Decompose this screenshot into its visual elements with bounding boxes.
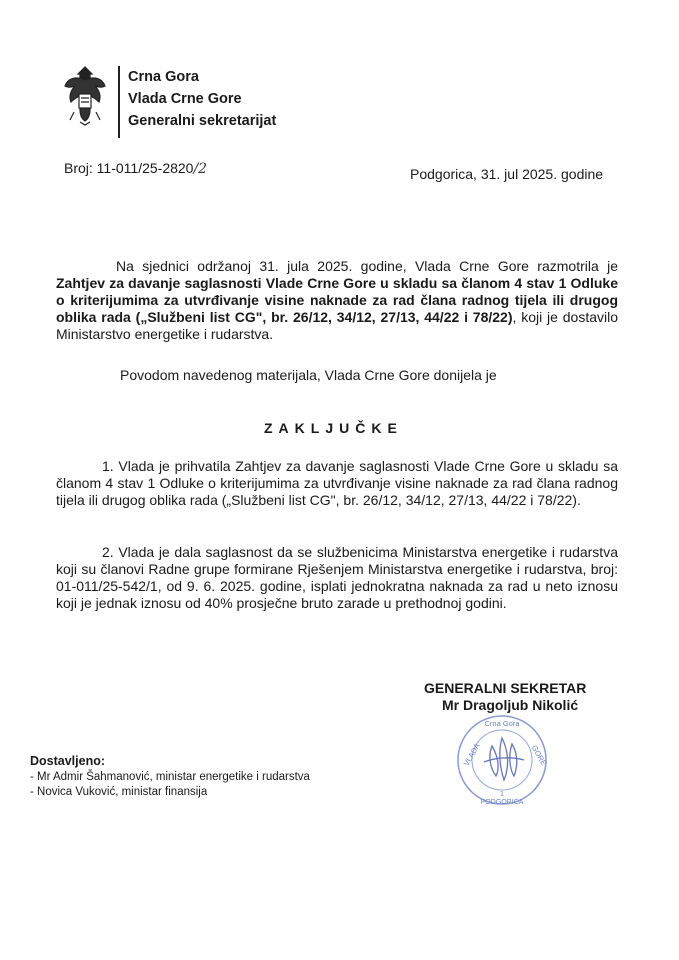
decision-paragraph: Povodom navedenog materijala, Vlada Crne Gore donijela je: [120, 367, 497, 383]
document-date: Podgorica, 31. jul 2025. godine: [410, 166, 604, 182]
intro-paragraph: [56, 258, 618, 343]
distribution-label: Dostavljeno:: [30, 754, 106, 768]
signatory-title: GENERALNI SEKRETAR: [424, 680, 587, 696]
issuer-block: [128, 66, 276, 132]
reference-number-text: Broj: 11-011/25-2820: [64, 160, 194, 176]
coat-of-arms-icon: [62, 64, 108, 126]
conclusion-2: 2. Vlada je dala saglasnost da se službenicima Ministarstva energetike i rudarstva koji su članovi Radne grupe formirane Rješenjem Ministarstva energetike i rudarstva, broj: 01-011/25-542/1, od 9. 6. 2025. godine, isplati jednokratna naknada za rad u neto iznosu koji je jednak iznosu od 40% prosječne bruto zarade u prethodnoj godini.: [56, 544, 618, 611]
stamp-text-right: GORE: [529, 743, 549, 768]
intro-end: , koji je dostavilo Ministarstvo energetike i rudarstva.: [56, 309, 618, 342]
stamp-text-left: VLADA: [461, 741, 482, 768]
country-name: Crna Gora: [128, 69, 199, 85]
distribution-item: - Novica Vuković, ministar finansija: [30, 786, 208, 798]
conclusions-heading: ZAKLJUČKE: [264, 420, 403, 436]
handwritten-suffix: /2: [193, 161, 208, 177]
subject-title: Zahtjev za davanje saglasnosti Vlade Crne Gore u skladu sa članom 4 stav 1 Odluke o kriterijumima za utvrđivanje visine naknade za rad člana radnog tijela ili drugog oblika rada („Službeni list CG", br. 26/12, 34/12, 27/13, 44/22 i 78/22): [56, 275, 618, 325]
stamp-city: PODGORICA: [480, 799, 524, 806]
reference-number: [64, 160, 207, 177]
conclusion-1: 1. Vlada je prihvatila Zahtjev za davanje saglasnosti Vlade Crne Gore u skladu sa članom 4 stav 1 Odluke o kriterijumima za utvrđivanje visine naknade za rad člana radnog tijela ili drugog oblika rada („Službeni list CG", br. 26/12, 34/12, 27/13, 44/22 i 78/22).: [56, 458, 618, 508]
distribution-item: - Mr Admir Šahmanović, ministar energetike i rudarstva: [30, 771, 310, 783]
government-name: Vlada Crne Gore: [128, 91, 242, 107]
stamp-number: 1: [500, 791, 504, 798]
distribution-list: [30, 770, 310, 800]
stamp-text-top: Crna Gora: [484, 719, 520, 728]
secretariat-name: Generalni sekretarijat: [128, 113, 277, 129]
official-stamp-icon: [454, 712, 550, 808]
intro-text: Na sjednici održanoj 31. jula 2025. godine, Vlada Crne Gore razmotrila je: [116, 258, 618, 274]
signatory-name: Mr Dragoljub Nikolić: [442, 697, 579, 713]
header-divider: [118, 66, 120, 138]
